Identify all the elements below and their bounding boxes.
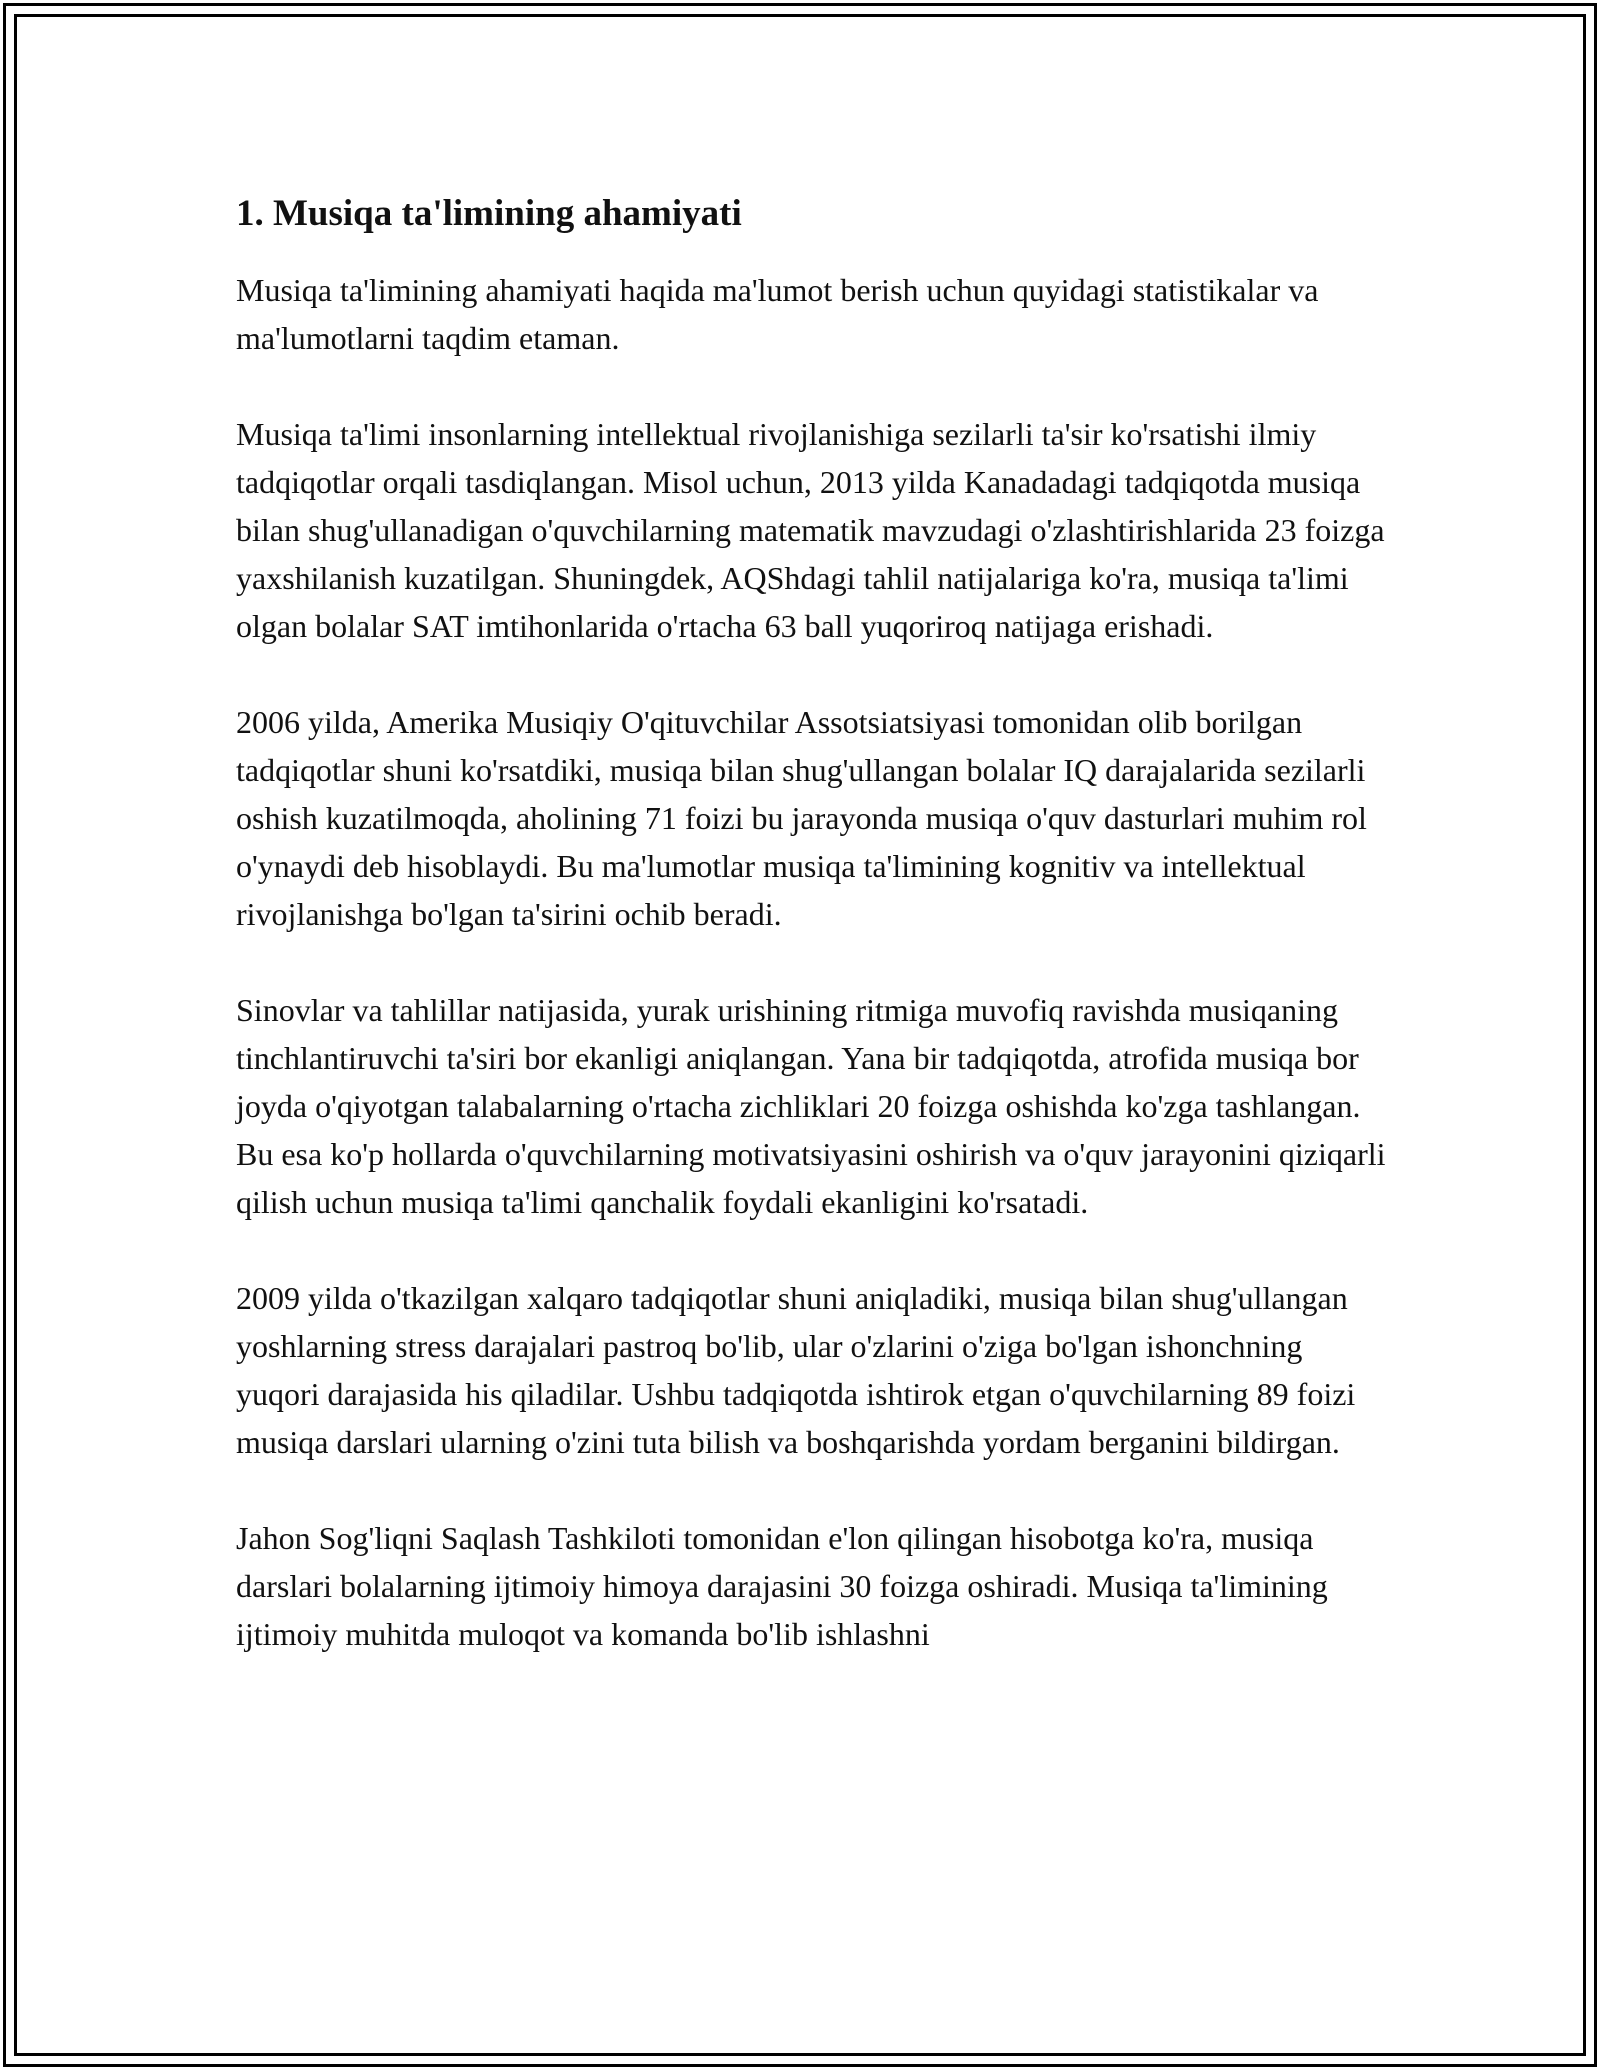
paragraph-calming-effect: Sinovlar va tahlillar natijasida, yurak urishining ritmiga muvofiq ravishda musiqaning tinchlantiruvchi ta'siri bor ekanligi aniqlangan. Yana bir tadqiqotda, atrofida musiqa bor joyda o'qiyotgan talabalarning o'rtacha zichliklari 20 foizga oshishda ko'zga tashlangan. Bu esa ko'p hollarda o'quvchilarning motivatsiyasini oshirish va o'quv jarayonini qiziqarli qilish uchun musiqa ta'limi qanchalik foydali ekanligini ko'rsatadi. [236,992,1386,1220]
paragraph-stress-study: 2009 yilda o'tkazilgan xalqaro tadqiqotlar shuni aniqladiki, musiqa bilan shug'ullangan yoshlarning stress darajalari pastroq bo'lib, ular o'zlarini o'ziga bo'lgan ishonchning yuqori darajasida his qiladilar. Ushbu tadqiqotda ishtirok etgan o'quvchilarning 89 foizi musiqa darslari ularning o'zini tuta bilish va boshqarishda yordam berganini bildirgan. [236,1280,1356,1460]
paragraph-who-report: Jahon Sog'liqni Saqlash Tashkiloti tomonidan e'lon qilingan hisobotga ko'ra, musiqa darslari bolalarning ijtimoiy himoya darajasini 30 foizga oshiradi. Musiqa ta'limining ijtimoiy muhitda muloqot va komanda bo'lib ishlashni [236,1520,1328,1652]
document-body [236,188,1386,1706]
paragraph-intellectual-development: Musiqa ta'limi insonlarning intellektual rivojlanishiga sezilarli ta'sir ko'rsatishi ilmiy tadqiqotlar orqali tasdiqlangan. Misol uchun, 2013 yilda Kanadadagi tadqiqotda musiqa bilan shug'ullanadigan o'quvchilarning matematik mavzudagi o'zlashtirishlarida 23 foizga yaxshilanish kuzatilgan. Shuningdek, AQShdagi tahlil natijalariga ko'ra, musiqa ta'limi olgan bolalar SAT imtihonlarida o'rtacha 63 ball yuqoriroq natijaga erishadi. [236,416,1385,644]
section-heading: 1. Musiqa ta'limining ahamiyati [236,193,742,234]
paragraph-intro: Musiqa ta'limining ahamiyati haqida ma'lumot berish uchun quyidagi statistikalar va ma'lumotlarni taqdim etaman. [236,272,1319,356]
paragraph-iq-study: 2006 yilda, Amerika Musiqiy O'qituvchilar Assotsiatsiyasi tomonidan olib borilgan tadqiqotlar shuni ko'rsatdiki, musiqa bilan shug'ullangan bolalar IQ darajalarida sezilarli oshish kuzatilmoqda, aholining 71 foizi bu jarayonda musiqa o'quv dasturlari muhim rol o'ynaydi deb hisoblaydi. Bu ma'lumotlar musiqa ta'limining kognitiv va intellektual rivojlanishga bo'lgan ta'sirini ochib beradi. [236,704,1367,932]
